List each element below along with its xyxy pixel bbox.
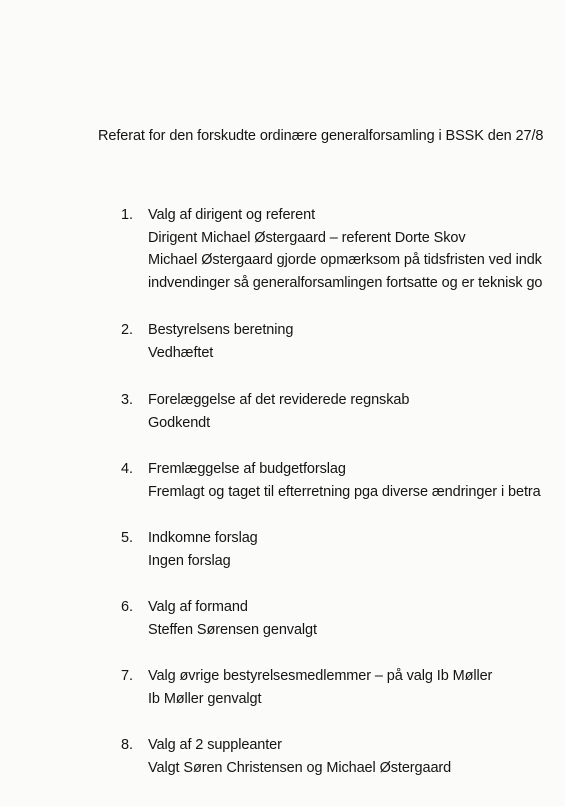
agenda-item-5	[121, 527, 258, 572]
item-line: Steffen Sørensen genvalgt	[148, 621, 317, 638]
agenda-item-4	[121, 458, 541, 503]
agenda-item-2	[121, 319, 293, 364]
item-heading: Fremlæggelse af budgetforslag	[148, 461, 346, 477]
item-line: indvendinger så generalforsamlingen fortsatte og er teknisk go	[148, 274, 543, 291]
item-line: Ib Møller genvalgt	[148, 690, 262, 707]
item-number: 1.	[121, 207, 133, 223]
item-number: 5.	[121, 530, 133, 546]
item-number: 3.	[121, 392, 133, 408]
agenda-item-1	[121, 204, 542, 294]
item-number: 2.	[121, 322, 133, 338]
item-number: 8.	[121, 737, 133, 753]
item-line: Dirigent Michael Østergaard – referent Dorte Skov	[148, 229, 466, 246]
document-title: Referat for den forskudte ordinære generalforsamling i BSSK den 27/8	[98, 128, 544, 144]
item-heading: Bestyrelsens beretning	[148, 322, 294, 338]
item-heading: Valg af 2 suppleanter	[148, 737, 282, 753]
item-number: 7.	[121, 668, 133, 684]
item-line: Michael Østergaard gjorde opmærksom på tidsfristen ved indk	[148, 252, 542, 268]
agenda-item-6	[121, 596, 317, 641]
item-heading: Valg af dirigent og referent	[148, 207, 316, 223]
item-number: 6.	[121, 599, 133, 615]
item-line: Vedhæftet	[148, 344, 214, 361]
agenda-item-3	[121, 389, 409, 434]
item-heading: Forelæggelse af det reviderede regnskab	[148, 392, 410, 408]
item-line: Ingen forslag	[148, 552, 231, 569]
item-line: Godkendt	[148, 414, 211, 431]
item-heading: Valg af formand	[148, 599, 248, 615]
agenda-item-7	[121, 665, 492, 710]
item-heading: Valg øvrige bestyrelsesmedlemmer – på valg Ib Møller	[148, 668, 493, 684]
item-line: Valgt Søren Christensen og Michael Østergaard	[148, 759, 452, 776]
agenda-item-8	[121, 734, 451, 779]
item-number: 4.	[121, 461, 133, 477]
item-line: Fremlagt og taget til efterretning pga diverse ændringer i betra	[148, 483, 541, 500]
item-heading: Indkomne forslag	[148, 530, 258, 546]
